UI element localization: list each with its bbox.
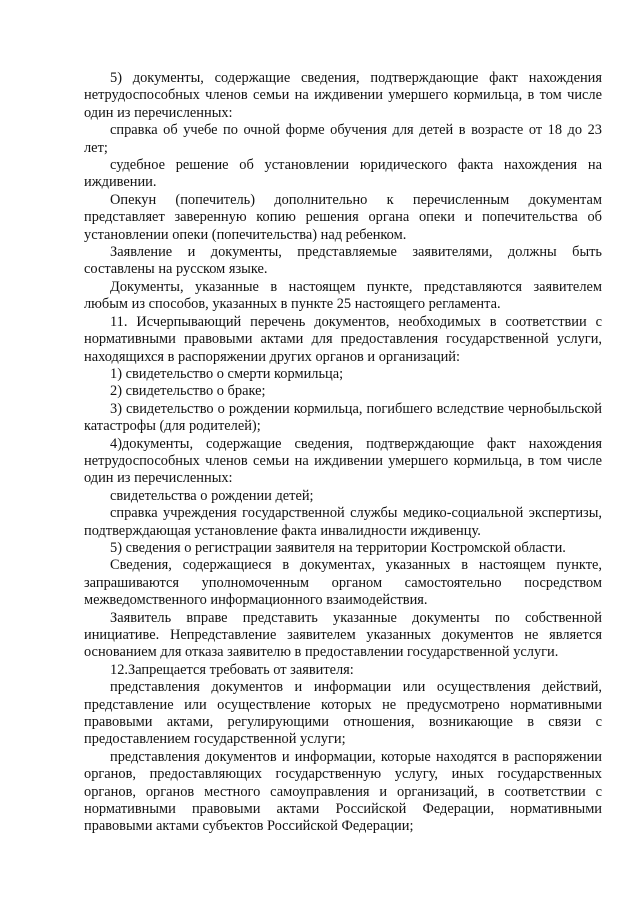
list-item-dependents-documents: 4)документы, содержащие сведения, подтверждающие факт нахождения нетрудоспособных членов семьи на иждивении умершего кормильца, в том числе один из перечисленных:	[84, 435, 602, 487]
paragraph-submission-methods: Документы, указанные в настоящем пункте, представляются заявителем любым из способов, указанных в пункте 25 настоящего регламента.	[84, 278, 602, 313]
document-page	[84, 70, 602, 836]
paragraph-section-12: 12.Запрещается требовать от заявителя:	[110, 661, 354, 678]
paragraph-study-certificate: справка об учебе по очной форме обучения для детей в возрасте от 18 до 23 лет;	[84, 122, 602, 156]
paragraph-disability-certificate: справка учреждения государственной службы медико-социальной экспертизы, подтверждающая установление факта инвалидности иждивенцу.	[84, 505, 602, 539]
paragraph-guardian: Опекун (попечитель) дополнительно к перечисленным документам представляет заверенную копию решения органа опеки и попечительства об установлении опеки (попечительства) над ребенком.	[84, 191, 602, 243]
paragraph-court-decision: судебное решение об установлении юридического факта нахождения на иждивении.	[84, 157, 602, 191]
paragraph-interagency: Сведения, содержащиеся в документах, указанных в настоящем пункте, запрашиваются уполномоченным органом самостоятельно посредством межведомственного информационного взаимодействия.	[84, 557, 602, 609]
list-item-birth-certificate: 3) свидетельство о рождении кормильца, погибшего вследствие чернобыльской катастрофы (для родителей);	[84, 400, 602, 435]
list-item-death-certificate: 1) свидетельство о смерти кормильца;	[110, 365, 344, 382]
list-item-marriage-certificate: 2) свидетельство о браке;	[110, 383, 266, 400]
paragraph-documents-dependents: 5) документы, содержащие сведения, подтверждающие факт нахождения нетрудоспособных членов семьи на иждивении умершего кормильца, в том числе один из перечисленных:	[84, 70, 602, 121]
paragraph-prohibition-1: представления документов и информации или осуществления действий, представление или осуществление которых не предусмотрено нормативными правовыми актами, регулирующими отношения, возникающие в связи с предоставлением государственной услуги;	[84, 679, 602, 748]
paragraph-own-initiative: Заявитель вправе представить указанные документы по собственной инициативе. Непредставление заявителем указанных документов не является основанием для отказа заявителю в предоставлении государственной услуги.	[84, 609, 602, 661]
paragraph-language: Заявление и документы, представляемые заявителями, должны быть составлены на русском языке.	[84, 244, 602, 278]
list-item-registration: 5) сведения о регистрации заявителя на территории Костромской области.	[110, 539, 566, 556]
paragraph-section-11: 11. Исчерпывающий перечень документов, необходимых в соответствии с нормативными правовыми актами для предоставления государственной услуги, находящихся в распоряжении других органов и организаций:	[84, 313, 602, 365]
paragraph-children-birth: свидетельства о рождении детей;	[110, 487, 314, 504]
paragraph-prohibition-2: представления документов и информации, которые находятся в распоряжении органов, предоставляющих государственную услугу, иных государственных органов, органов местного самоуправления и организаций, в соответствии с нормативными правовыми актами Российской Федерации, нормативными правовыми актами субъектов Российской Федерации;	[84, 748, 602, 835]
